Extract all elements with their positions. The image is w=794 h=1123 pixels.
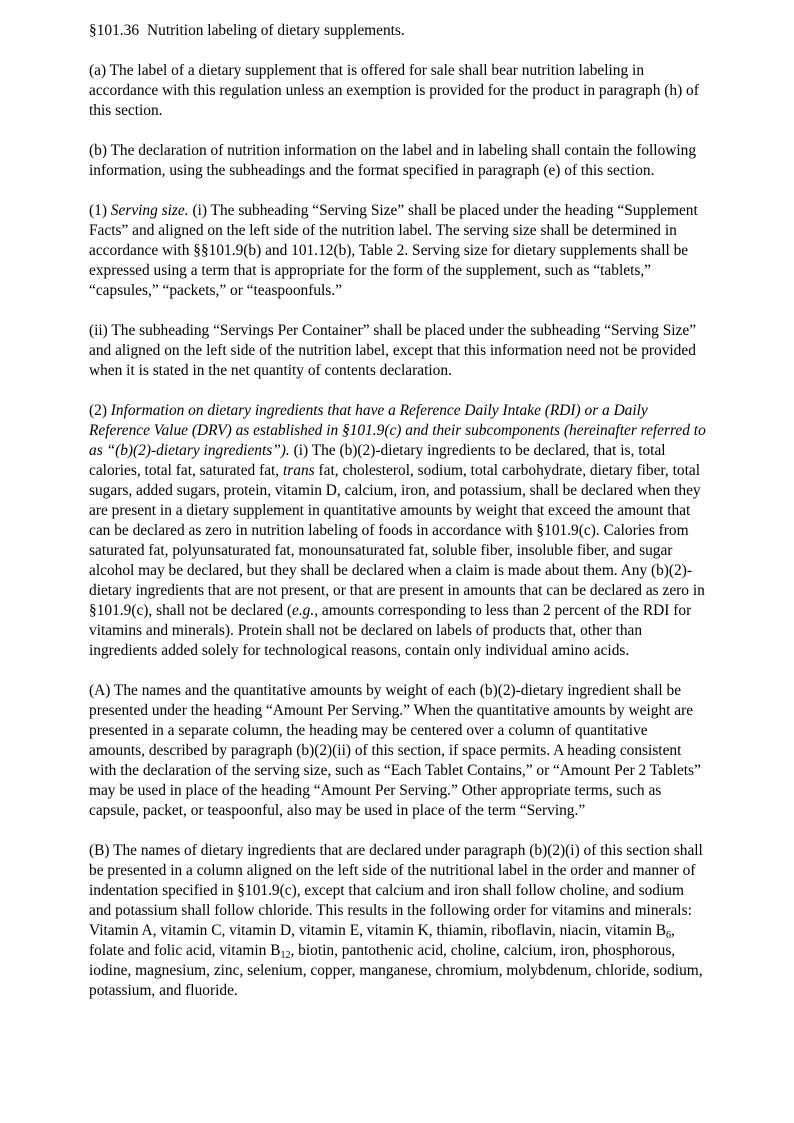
paragraph-b1ii: (ii) The subheading “Servings Per Container” shall be placed under the subheading “Serving Size” and aligned on the left side of the nutrition label, except that this information need not be provided when it is stated in the net quantity of contents declaration.	[89, 322, 697, 379]
paragraph-b1-title: Serving size.	[110, 202, 189, 219]
section-number: §101.36	[89, 22, 140, 39]
paragraph-b2-eg: e.g.,	[292, 602, 319, 619]
section-heading	[89, 21, 707, 41]
paragraph-B-part-3: , biotin, pantothenic acid, choline, calcium, iron, phosphorous, iodine, magnesium, zinc, selenium, copper, manganese, chromium, molybdenum, chloride, sodium, potassium, and fluoride.	[89, 942, 703, 999]
paragraph-b2-body-3: amounts corresponding to less than 2 percent of the RDI for vitamins and minerals). Protein shall not be declared on labels of products that, other than ingredients added solely for technological reasons, contain only individual amino acids.	[89, 602, 692, 659]
vitamin-b12-subscript: 12	[280, 950, 291, 961]
paragraph-B-part-1: (B) The names of dietary ingredients that are declared under paragraph (b)(2)(i) of this section shall be presented in a column aligned on the left side of the nutritional label in the order and manner of indentation specified in §101.9(c), except that calcium and iron shall follow choline, and sodium and potassium shall follow chloride. This results in the following order for vitamins and minerals: Vitamin A, vitamin C, vitamin D, vitamin E, vitamin K, thiamin, riboflavin, niacin, vitamin B	[89, 842, 703, 939]
paragraph-b2-dietary-ingredients	[89, 401, 707, 661]
paragraph-b2-body-1: (i) The (b)(2)-dietary ingredients to be declared, that is, total calories, total fat, saturated fat,	[89, 442, 666, 479]
paragraph-b2-title: Information on dietary ingredients that have a Reference Daily Intake (RDI) or a Daily Reference Value (DRV) as established in §101.9(c) and their subcomponents (hereinafter referred to as “(b)(2)-dietary ingredients”).	[89, 402, 706, 459]
paragraph-b1-prefix: (1)	[89, 202, 111, 219]
paragraph-b: (b) The declaration of nutrition information on the label and in labeling shall contain the following information, using the subheadings and the format specified in paragraph (e) of this section.	[89, 142, 697, 179]
paragraph-a: (a) The label of a dietary supplement that is offered for sale shall bear nutrition labeling in accordance with this regulation unless an exemption is provided for the product in paragraph (h) of this section.	[89, 62, 699, 119]
paragraph-b2-prefix: (2)	[89, 402, 111, 419]
paragraph-A: (A) The names and the quantitative amounts by weight of each (b)(2)-dietary ingredient shall be presented under the heading “Amount Per Serving.” When the quantitative amounts by weight are presented in a separate column, the heading may be centered over a column of quantitative amounts, described by paragraph (b)(2)(ii) of this section, if space permits. A heading consistent with the declaration of the serving size, such as “Each Tablet Contains,” or “Amount Per 2 Tablets” may be used in place of the heading “Amount Per Serving.” Other appropriate terms, such as capsule, packet, or teaspoonful, also may be used in place of the term “Serving.”	[89, 682, 701, 819]
paragraph-b1-serving-size	[89, 201, 707, 301]
paragraph-b2-body-2: fat, cholesterol, sodium, total carbohydrate, dietary fiber, total sugars, added sugars, protein, vitamin D, calcium, iron, and potassium, shall be declared when they are present in a dietary supplement in quantitative amounts by weight that exceed the amount that can be declared as zero in nutrition labeling of foods in accordance with §101.9(c). Calories from saturated fat, polyunsaturated fat, monounsaturated fat, soluble fiber, insoluble fiber, and sugar alcohol may be declared, but they shall be declared when a claim is made about them. Any (b)(2)-dietary ingredients that are not present, or that are present in amounts that can be declared as zero in §101.9(c), shall not be declared (	[89, 462, 705, 619]
regulation-document	[89, 21, 707, 1001]
paragraph-B	[89, 841, 707, 1001]
section-title: Nutrition labeling of dietary supplements.	[147, 22, 405, 39]
paragraph-B-part-2: , folate and folic acid, vitamin B	[89, 922, 675, 959]
paragraph-b1-body: (i) The subheading “Serving Size” shall be placed under the heading “Supplement Facts” and aligned on the left side of the nutrition label. The serving size shall be determined in accordance with §§101.9(b) and 101.12(b), Table 2. Serving size for dietary supplements shall be expressed using a term that is appropriate for the form of the supplement, such as “tablets,” “capsules,” “packets,” or “teaspoonfuls.”	[89, 202, 698, 299]
paragraph-b2-trans: trans	[283, 462, 315, 479]
vitamin-b6-subscript: 6	[666, 930, 672, 941]
